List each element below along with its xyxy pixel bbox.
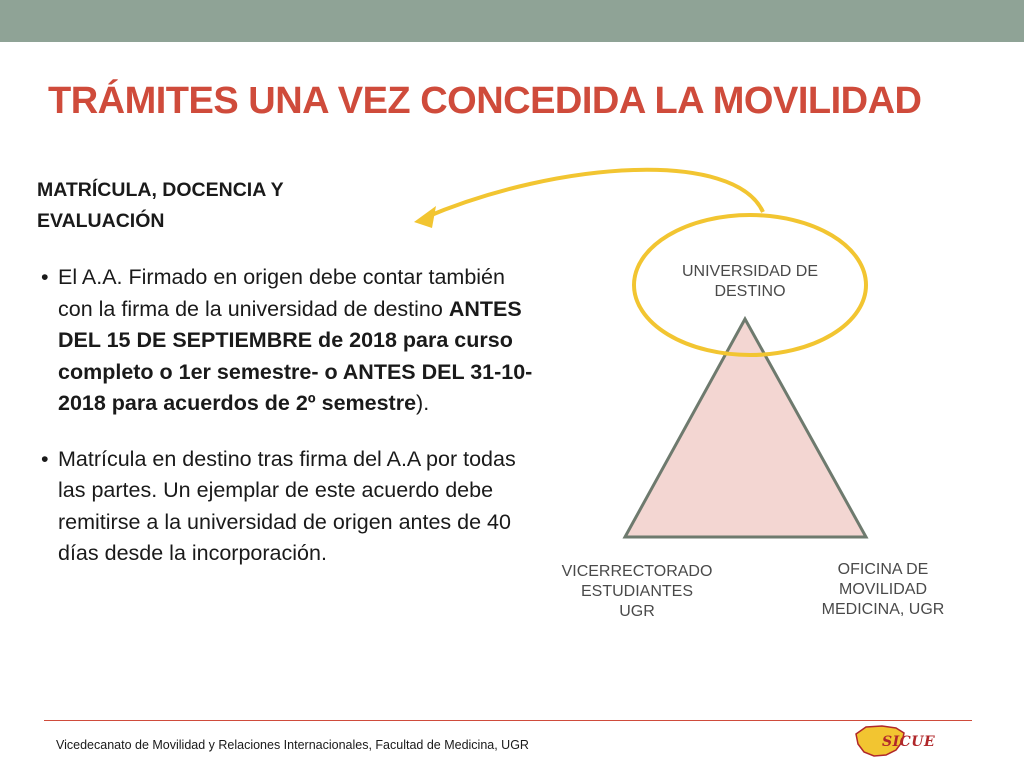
- logo-wordmark: SICUE: [882, 734, 936, 750]
- bullet-bold-deadline: ANTES DEL 15 DE SEPTIEMBRE de 2018 para curso completo o 1er semestre- o ANTES DEL 31-10-2018 para acuerdos de 2º semestre: [58, 296, 533, 415]
- sicue-logo: [852, 722, 947, 760]
- section-heading: MATRÍCULA, DOCENCIA Y EVALUACIÓN: [37, 179, 284, 232]
- bullet-text: El A.A. Firmado en origen debe contar también con la firma de la universidad de destino: [58, 265, 505, 321]
- node-left-label: VICERRECTORADO ESTUDIANTES UGR: [561, 563, 713, 620]
- bullet-marker: •: [41, 265, 49, 289]
- footer-text: Vicedecanato de Movilidad y Relaciones Internacionales, Facultad de Medicina, UGR: [56, 738, 529, 752]
- footer-divider: [44, 720, 972, 721]
- top-bar: [0, 0, 1024, 42]
- bullet-list: [38, 262, 538, 594]
- node-right-label: OFICINA DE MOVILIDAD MEDICINA, UGR: [821, 561, 945, 618]
- bullet-marker: •: [41, 446, 49, 471]
- curved-arrow: [424, 170, 763, 218]
- slide-title: TRÁMITES UNA VEZ CONCEDIDA LA MOVILIDAD: [48, 80, 922, 122]
- bullet-text: Matrícula en destino tras firma del A.A por todas las partes. Un ejemplar de este acuerdo debe remitirse a la universidad de origen antes de 40 días desde la incorporación.: [58, 446, 516, 565]
- triangle-shape: [625, 319, 866, 537]
- bullet-item-signature: [38, 262, 538, 420]
- bullet-item-enrollment: [38, 444, 538, 570]
- node-top-label: UNIVERSIDAD DE DESTINO: [681, 263, 819, 300]
- bullet-text-end: ).: [416, 391, 430, 415]
- arrow-head-icon: [414, 206, 436, 228]
